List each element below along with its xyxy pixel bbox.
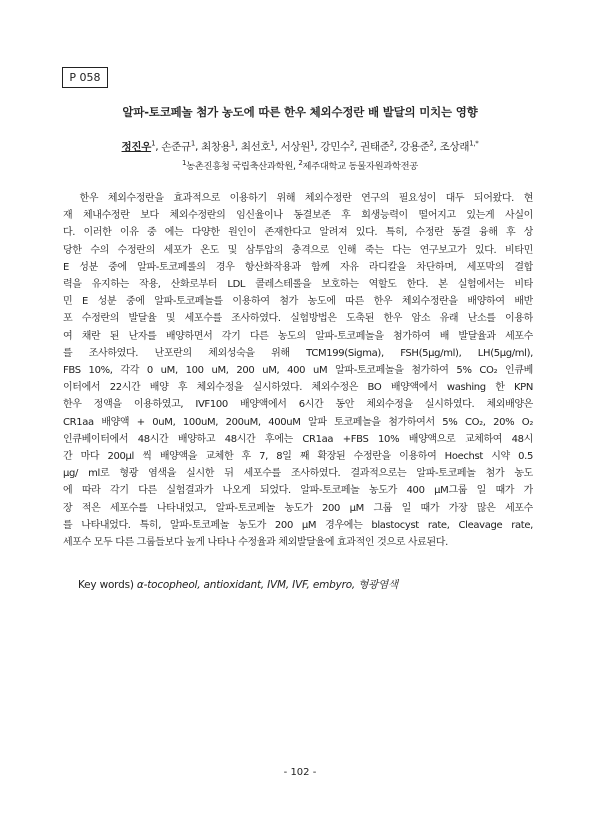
- affiliation-sup-2: 2: [298, 158, 303, 167]
- abstract-line: 세포수 모두 다른 그룹들보다 높게 나타나 수정율과 체외발달율에 효과적인 것으로 사료된다.: [63, 537, 448, 549]
- abstract-line: E 성분 중에 알파-토코페롤의 경우 항산화작용과 함께 자유 라디칼을 차단하며, 세포막의 결합: [63, 261, 533, 273]
- abstract-line: 여 채란 된 난자를 배양하면서 각기 다른 농도의 알파-토코페놀을 첨가하여 배 발달율과 세포수: [63, 330, 533, 342]
- author-sup: 2: [389, 139, 394, 148]
- author-name: 강용준: [399, 141, 430, 153]
- author-sup: 1,*: [469, 139, 479, 148]
- author-name: 정진우: [121, 141, 152, 153]
- abstract-line: 인큐베이터에서 48시간 배양하고 48시간 후에는 CR1aa +FBS 10% 배양액으로 교체하여 48시: [63, 433, 533, 445]
- abstract-line: 간 마다 200μl 씩 배양액을 교체한 후 7, 8일 째 확장된 수정란을 이용하여 Hoechst 시약 0.5: [63, 451, 533, 463]
- keywords-label: Key words): [78, 579, 137, 591]
- author-name: 권태준: [360, 141, 390, 153]
- author-sup: 2: [349, 139, 355, 148]
- author-sup: 1: [270, 139, 275, 148]
- author-sup: 1: [151, 139, 156, 148]
- abstract-line: 한우 체외수정란을 효과적으로 이용하기 위해 체외수정란 연구의 필요성이 대두 되어왔다. 현: [63, 193, 533, 204]
- abstract-body: [63, 190, 533, 551]
- keywords-terms: α-tocopheol, antioxidant, IVM, IVF, embyro, 형광염색: [136, 579, 398, 591]
- abstract-line: 를 나타내었다. 특히, 알파-토코페놀 농도가 200 μM 경우에는 blastocyst rate, Cleavage rate,: [63, 519, 533, 531]
- poster-code-box: P 058: [62, 67, 108, 88]
- abstract-line: 당한 수의 수정란의 세포가 온도 및 삼투압의 충격으로 인해 죽는 다는 연구보고가 있다. 비타민: [63, 244, 533, 256]
- author-list: [0, 139, 600, 154]
- abstract-line: 한우 정액을 이용하였고, IVF100 배양액에서 6시간 동안 체외수정을 실시하였다. 체외배양은: [63, 399, 533, 411]
- author-separator: ,: [234, 141, 241, 153]
- author-name: 조상래: [439, 141, 470, 153]
- abstract-line: 이터에서 22시간 배양 후 체외수정을 실시하였다. 체외수정은 BO 배양액에서 washing 한 KPN: [63, 382, 533, 394]
- keywords: [78, 577, 398, 592]
- abstract-line: 재 체내수정란 보다 체외수정란의 임신율이나 동결보존 후 회생능력이 떨어지고 있는게 사실이: [63, 210, 533, 222]
- abstract-line: 력을 유지하는 작용, 산화로부터 LDL 콜레스테롤을 보호하는 역할도 한다. 본 실험에서는 비타: [63, 279, 533, 291]
- author-name: 최창용: [201, 141, 231, 153]
- abstract-line: CR1aa 배양액 + 0uM, 100uM, 200uM, 400uM 알파 토코페놀을 첨가하여서 5% CO₂, 20% O₂: [63, 416, 533, 428]
- author-separator: ,: [314, 141, 321, 153]
- affiliations: [0, 158, 600, 172]
- paper-title: 알파-토코페놀 첨가 농도에 따른 한우 체외수정란 배 발달의 미치는 영향: [122, 105, 478, 119]
- author-separator: ,: [274, 141, 281, 153]
- abstract-line: 장 적은 세포수를 나타내었고, 알파-토코페놀 농도가 200 μM 그룹 일 때가 가장 많은 세포수: [63, 502, 533, 514]
- abstract-line: μg/ ml로 형광 염색을 실시한 뒤 세포수를 조사하였다. 결과적으로는 알파-토코페놀 첨가 농도: [63, 468, 533, 480]
- page-number: - 102 -: [283, 767, 317, 778]
- author-separator: ,: [194, 141, 202, 153]
- author-name: 서상원: [280, 141, 311, 153]
- author-sup: 1: [310, 139, 315, 148]
- author-name: 최선호: [240, 141, 271, 153]
- author-name: 손준규: [161, 141, 191, 153]
- abstract-line: FBS 10%, 각각 0 uM, 100 uM, 200 uM, 400 uM 알파-토코페놀을 첨가하여 5% CO₂ 인큐베: [63, 365, 533, 377]
- abstract-line: 포 수정란의 발달율 및 세포수를 조사하였다. 실험방법은 도축된 한우 암소 유래 난소를 이용하: [63, 313, 533, 325]
- author-name: 강민수: [320, 141, 350, 153]
- author-separator: ,: [393, 141, 400, 153]
- author-sup: 1: [230, 139, 235, 148]
- author-separator: ,: [155, 141, 162, 153]
- abstract-line: 다. 이러한 이유 중 에는 다양한 원인이 존재한다고 알려져 있다. 특히, 수정란 동결 융해 후 상: [63, 227, 533, 239]
- author-sup: 1: [190, 139, 195, 148]
- affiliation-2: 제주대학교 동물자원과학전공: [302, 161, 418, 172]
- abstract-line: 를 조사하였다. 난포란의 체외성숙을 위해 TCM199(Sigma), FSH(5μg/ml), LH(5μg/ml),: [63, 347, 533, 359]
- author-separator: ,: [433, 141, 440, 153]
- author-separator: ,: [354, 141, 361, 153]
- abstract-line: 에 따라 각기 다른 실험결과가 나오게 되었다. 알파-토코페놀 농도가 400 μM그룹 일 때가 가: [63, 485, 533, 497]
- abstract-line: 민 E 성분 중에 알파-토코페놀를 이용하여 첨가 농도에 따른 한우 체외수정란을 배양하여 배반: [63, 296, 533, 308]
- affiliation-sup-1: 1: [182, 158, 187, 167]
- author-sup: 2: [429, 139, 434, 148]
- affiliation-1: 농촌진흥청 국립축산과학원,: [186, 161, 299, 172]
